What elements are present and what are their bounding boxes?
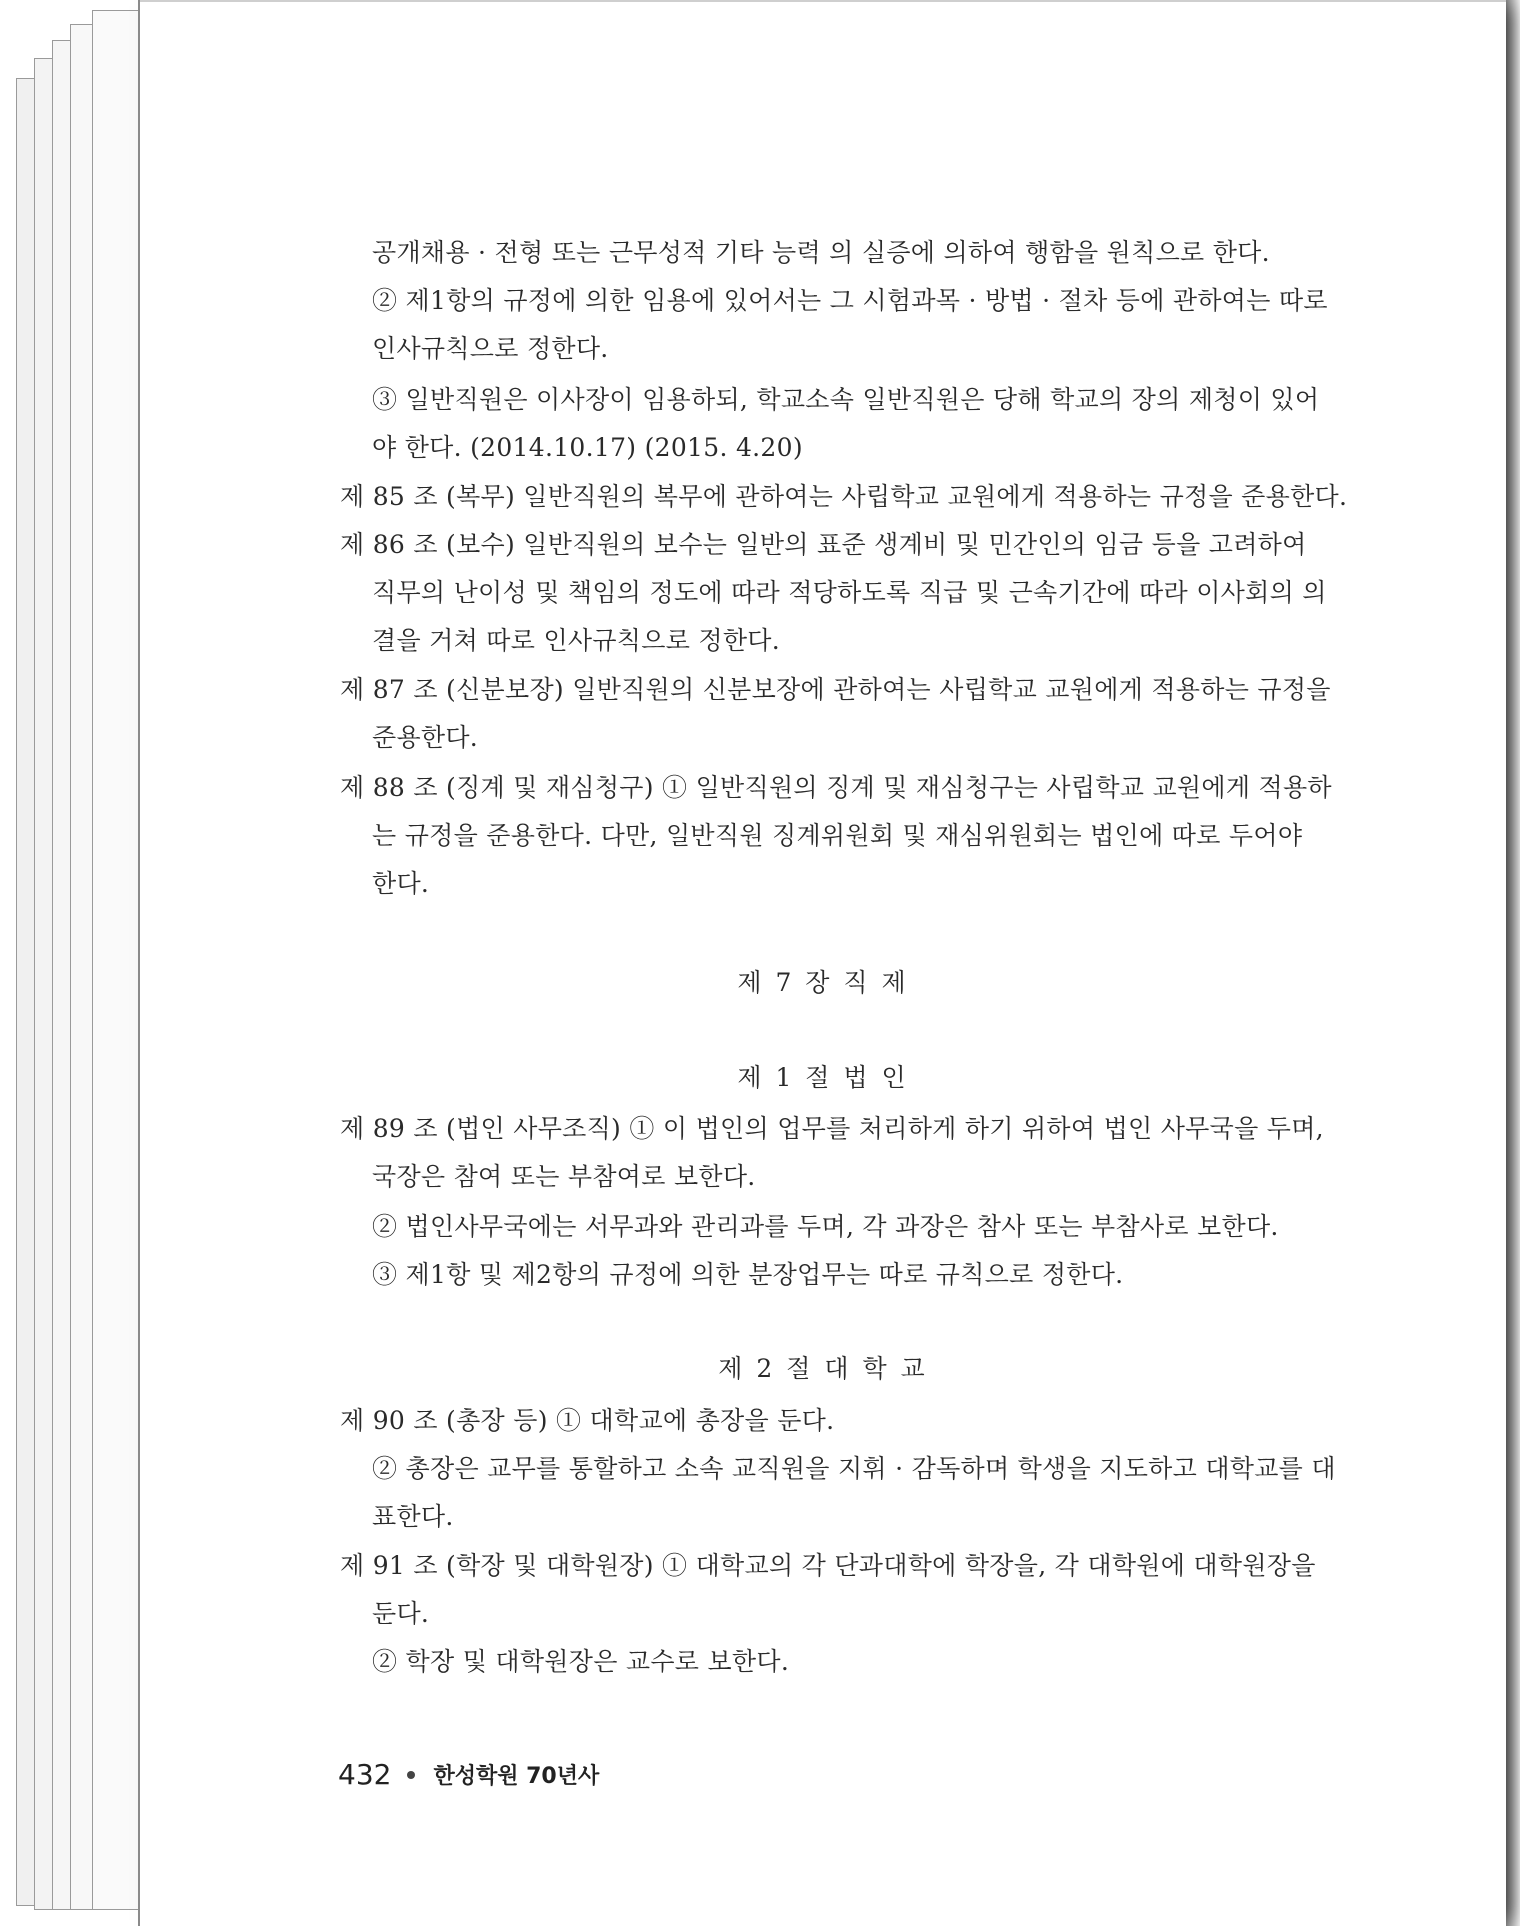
page-content <box>140 0 1506 1926</box>
article-86: 제 86 조 (보수) 일반직원의 보수는 일반의 표준 생계비 및 민간인의 임금 등을 고려하여 <box>340 530 1307 559</box>
book-page <box>138 0 1506 1926</box>
paragraph-2: ② 총장은 교무를 통할하고 소속 교직원을 지휘 · 감독하며 학생을 지도하고 대학교를 대 <box>372 1454 1336 1483</box>
section-heading: 제 1 절 법 인 <box>737 1063 909 1092</box>
book-title: 한성학원 70년사 <box>433 1764 600 1789</box>
body-line: 인사규칙으로 정한다. <box>372 334 609 363</box>
body-line: 둔다. <box>372 1599 430 1628</box>
bullet-icon <box>407 1771 415 1779</box>
article-89: 제 89 조 (법인 사무조직) ① 이 법인의 업무를 처리하게 하기 위하여 법인 사무국을 두며, <box>340 1114 1324 1143</box>
body-line: 표한다. <box>372 1502 454 1531</box>
chapter-heading: 제 7 장 직 제 <box>737 968 909 997</box>
section-heading: 제 2 절 대 학 교 <box>718 1354 928 1383</box>
body-line: 한다. <box>372 869 430 898</box>
body-line: 공개채용 · 전형 또는 근무성적 기타 능력 의 실증에 의하여 행함을 원칙으로 한다. <box>372 238 1270 267</box>
body-line: 결을 거쳐 따로 인사규칙으로 정한다. <box>372 626 780 655</box>
paragraph-2: ② 법인사무국에는 서무과와 관리과를 두며, 각 과장은 참사 또는 부참사로 보한다. <box>372 1212 1279 1241</box>
paragraph-3: ③ 제1항 및 제2항의 규정에 의한 분장업무는 따로 규칙으로 정한다. <box>372 1260 1124 1289</box>
body-line: 국장은 참여 또는 부참여로 보한다. <box>372 1162 756 1191</box>
article-87: 제 87 조 (신분보장) 일반직원의 신분보장에 관하여는 사립학교 교원에게 적용하는 규정을 <box>340 675 1331 704</box>
paragraph-2: ② 학장 및 대학원장은 교수로 보한다. <box>372 1647 790 1676</box>
body-line: 준용한다. <box>372 723 479 752</box>
body-line: 는 규정을 준용한다. 다만, 일반직원 징계위원회 및 재심위원회는 법인에 따로 두어야 <box>372 821 1303 850</box>
article-91: 제 91 조 (학장 및 대학원장) ① 대학교의 각 단과대학에 학장을, 각 대학원에 대학원장을 <box>340 1551 1316 1580</box>
article-90: 제 90 조 (총장 등) ① 대학교에 총장을 둔다. <box>340 1406 835 1435</box>
paragraph-3: ③ 일반직원은 이사장이 임용하되, 학교소속 일반직원은 당해 학교의 장의 제청이 있어 <box>372 385 1320 414</box>
body-line: 야 한다. (2014.10.17) (2015. 4.20) <box>372 433 803 462</box>
page-number: 432 <box>338 1758 392 1791</box>
page-footer <box>338 1758 599 1791</box>
article-85: 제 85 조 (복무) 일반직원의 복무에 관하여는 사립학교 교원에게 적용하는 규정을 준용한다. <box>340 482 1348 511</box>
paragraph-2: ② 제1항의 규정에 의한 임용에 있어서는 그 시험과목 · 방법 · 절차 등에 관하여는 따로 <box>372 286 1328 315</box>
body-line: 직무의 난이성 및 책임의 정도에 따라 적당하도록 직급 및 근속기간에 따라 이사회의 의 <box>372 578 1327 607</box>
article-88: 제 88 조 (징계 및 재심청구) ① 일반직원의 징계 및 재심청구는 사립학교 교원에게 적용하 <box>340 773 1332 802</box>
